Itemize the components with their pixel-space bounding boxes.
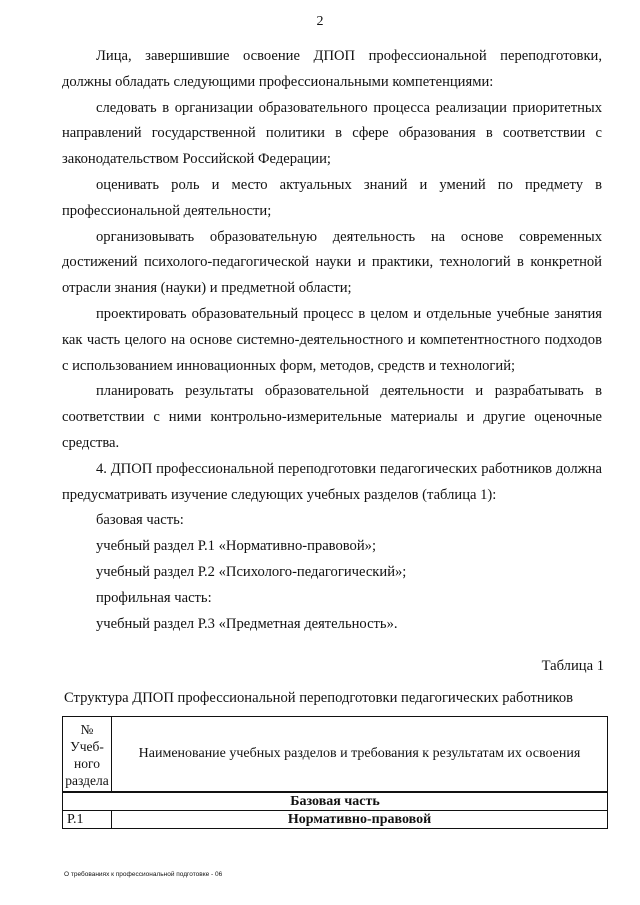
row-number: Р.1 xyxy=(63,811,112,829)
paragraph: организовывать образовательную деятельность на основе современных достижений психолого-педагогической науки и практики, технологий в конкретной отрасли знания (науки) и предметной области; xyxy=(62,228,602,297)
header-section-name: Наименование учебных разделов и требования к результатам их освоения xyxy=(112,717,608,793)
paragraph: 4. ДПОП профессиональной переподготовки педагогических работников должна предусматривать изучение следующих учебных разделов (таблица 1): xyxy=(62,460,602,503)
header-number-label: № Учеб-ного раздела xyxy=(65,722,109,788)
page-footer: О требованиях к профессиональной подготовке - 06 xyxy=(64,871,223,878)
paragraph: Лица, завершившие освоение ДПОП профессиональной переподготовки, должны обладать следующими профессиональными компетенциями: xyxy=(62,48,602,90)
list-heading: профильная часть: xyxy=(96,589,212,606)
list-heading: базовая часть: xyxy=(96,512,184,529)
paragraph: следовать в организации образовательного процесса реализации приоритетных направлений государственной политики в сфере образования в соответствии с законодательством Российской Федерации; xyxy=(62,99,602,168)
sections-table xyxy=(62,716,608,829)
document-body xyxy=(62,44,602,637)
header-section-number xyxy=(63,717,112,793)
row-name: Нормативно-правовой xyxy=(112,811,608,829)
list-item: учебный раздел Р.1 «Нормативно-правовой»; xyxy=(96,538,377,555)
table-row xyxy=(63,811,608,829)
list-item: учебный раздел Р.2 «Психолого-педагогический»; xyxy=(96,563,407,580)
paragraph: планировать результаты образовательной деятельности и разрабатывать в соответствии с ними контрольно-измерительные материалы и другие оценочные средства. xyxy=(62,383,602,451)
list-item: учебный раздел Р.3 «Предметная деятельность». xyxy=(96,615,398,632)
section-row xyxy=(63,792,608,811)
paragraph: оценивать роль и место актуальных знаний и умений по предмету в профессиональной деятельности; xyxy=(62,176,602,219)
page-number: 2 xyxy=(316,14,324,29)
table-title: Структура ДПОП профессиональной переподготовки педагогических работников xyxy=(64,690,574,706)
table-header-row xyxy=(63,717,608,793)
paragraph: проектировать образовательный процесс в целом и отдельные учебные занятия как часть целого на основе системно-деятельностного и компетентностного подходов с использованием инновационных форм, методов, средств и технологий; xyxy=(62,305,602,374)
section-label: Базовая часть xyxy=(63,792,608,811)
table-caption: Таблица 1 xyxy=(541,658,604,674)
